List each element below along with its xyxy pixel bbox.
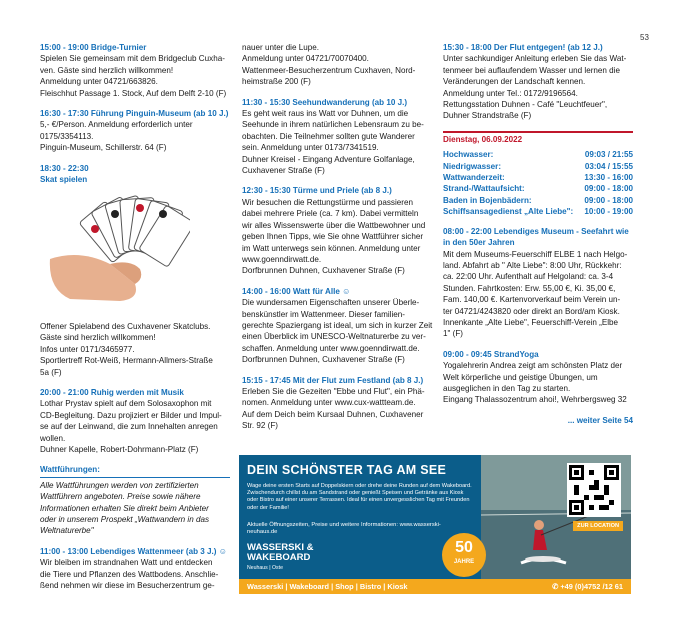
event-title: 15:00 - 19:00 Bridge-Turnier <box>40 43 147 52</box>
event-title: 20:00 - 21:00 Ruhig werden mit Musik <box>40 387 184 397</box>
event-line: Wattenmeer-Besucherzentrum Cuxhaven, Nord- <box>242 65 416 75</box>
event-line: heimstraße 200 (F) <box>242 77 311 87</box>
event-line: Str. 92 (F) <box>242 421 278 431</box>
tide-value: 09:00 - 18:00 <box>584 195 633 205</box>
table-row <box>443 183 633 194</box>
ad-phone[interactable] <box>552 582 623 591</box>
intro-line: oder in unserem Prospekt „Wattwandern in das <box>40 514 210 524</box>
phone-number: +49 (0)4752 /12 61 <box>560 582 623 591</box>
table-row <box>443 161 633 172</box>
event-line: ter 04721/4243820 oder direkt an Bord/am Kiosk. <box>443 306 620 316</box>
event-line: wollen. <box>40 433 66 443</box>
event-line: dabei mehrere Priele (ca. 7 km). Dabei vermitteln <box>242 209 419 219</box>
table-row <box>443 149 633 160</box>
event-line: 5,- €/Person. Anmeldung erforderlich unter <box>40 120 193 130</box>
event-line: Welt körperliche und geistige Übungen, um <box>443 372 598 382</box>
event-line: im Watt unterwegs sein können. Anmeldung unter <box>242 243 421 253</box>
tide-value: 10:00 - 19:00 <box>584 207 633 217</box>
event-title: 15:30 - 18:00 Der Flut entgegen! (ab 12 J.) <box>443 43 603 52</box>
event-line: Sportlertreff Rot-Weiß, Hermann-Allmers-Straße <box>40 356 213 366</box>
tide-table <box>443 149 633 217</box>
tide-value: 03:04 / 15:55 <box>584 161 633 171</box>
ad-text: Wage deine ersten Starts auf Doppelskiern oder drehe deine Runden auf dem Wakeboard. Zwischendurch chillst du am Sandstrand oder genießt Speisen und Getränke aus Kiosk oder Bistro auf einer unserer Terrassen. Ideal für einen unvergesslichen Tag mit Freunden oder der Familie! <box>247 483 472 511</box>
tide-label: Niedrigwasser: <box>443 161 502 171</box>
event-line: Duhner Strandstraße (F) <box>443 111 532 121</box>
event-skat <box>40 163 230 378</box>
event-line: tenmeer bei auflaufendem Wasser und lernen die <box>443 65 620 75</box>
tide-value: 09:00 - 18:00 <box>584 184 633 194</box>
event-line: Anmeldung unter 04721/663826. <box>40 77 158 87</box>
ad-logo <box>247 543 314 573</box>
event-line: Spielen Sie gemeinsam mit dem Bridgeclub Cuxha- <box>40 54 225 64</box>
ad-services: Wasserski | Wakeboard | Shop | Bistro | Kiosk <box>247 582 408 591</box>
event-line: Yogalehrerin Andrea zeigt am schönsten Platz der <box>443 361 623 371</box>
event-line: schaffen. Anmeldung unter www.goenndirwatt.de. <box>242 343 420 353</box>
event-line: ca. 22:00 Uhr. Aufenthalt auf Helgoland: ca. 3-4 <box>443 272 614 282</box>
event-title: 11:30 - 15:30 Seehundwanderung (ab 10 J.) <box>242 97 408 107</box>
advertisement[interactable] <box>239 455 631 594</box>
intro-line: Weltnaturerbe" <box>40 526 94 536</box>
event-yoga <box>443 349 633 406</box>
event-line: land. Abfahrt ab " Alte Liebe": 8:00 Uhr, Rückkehr: <box>443 260 622 270</box>
event-line: Innenkante „Alte Liebe", Feuerschiff-Verein „Elbe <box>443 317 619 327</box>
tide-label: Hochwasser: <box>443 150 494 160</box>
event-line: Rettungsstation Duhnen - Café "Leuchtfeuer", <box>443 100 608 110</box>
logo-line-2: WAKEBOARD <box>247 552 311 563</box>
event-line: Fleischhut Passage 1. Stock, Auf dem Delft 2-10 (F) <box>40 88 227 98</box>
ad-title: DEIN SCHÖNSTER TAG AM SEE <box>247 463 447 477</box>
event-line: 1" (F) <box>443 329 463 339</box>
table-row <box>443 172 633 183</box>
tide-value: 09:03 / 21:55 <box>584 150 633 160</box>
event-line: sein. Anmeldung unter 0173/7341519. <box>242 143 379 153</box>
event-line: wir alles Wissenswerte über die Wattbewohner und <box>242 220 426 230</box>
event-line: einen Überblick im UNESCO-Weltnaturerbe zu ver- <box>242 332 426 342</box>
event-line: ßend nehmen wir diese im Besucherzentrum ge- <box>40 581 215 590</box>
event-continuation <box>242 42 437 88</box>
event-line: Duhner Kapelle, Robert-Dohrmann-Platz (F) <box>40 444 199 454</box>
logo-sub: Neuhaus | Oste <box>247 565 283 571</box>
event-line: obachten. Die Teilnehmer sollten gute Wanderer <box>242 131 415 141</box>
section-heading: Wattführungen: <box>40 464 230 477</box>
event-line: gerechte Spaziergang ist ideal, um sich in kurzer Zeit <box>242 320 433 330</box>
event-flut-festland <box>242 375 437 432</box>
event-line: Seehunde in ihrem natürlichen Lebensraum zu be- <box>242 120 424 130</box>
event-line: Anmeldung unter Tel.: 0172/9196564. <box>443 88 578 98</box>
event-line: benskünstler im Wattenmeer. Dieser familien- <box>242 309 405 319</box>
event-line: Die wundersamen Eigenschaften unserer Überle- <box>242 298 420 308</box>
event-line: Wir besuchen die Rettungstürme und passieren <box>242 197 413 207</box>
event-line: Fam. 140,00 €. Kartenvorverkauf beim Verein un- <box>443 295 621 305</box>
event-line: nomen. Anmeldung unter www.cux-wattteam.de. <box>242 398 416 408</box>
page-number: 53 <box>640 33 649 42</box>
event-watt-fuer-alle <box>242 286 437 366</box>
event-pinguin <box>40 108 230 154</box>
event-line: Veränderungen der Landschaft kennen. <box>443 77 586 87</box>
event-line: Stunden. Fahrtkosten: Erw. 55,00 €, Ki. 35,00 €, <box>443 283 616 293</box>
badge-word: JAHRE <box>453 559 475 565</box>
event-line: Eingang Thalassozentrum ahoi!, Wehrbergsweg 32 <box>443 395 627 405</box>
continued-link[interactable]: ... weiter Seite 54 <box>567 415 633 425</box>
qr-code-icon[interactable] <box>567 463 621 517</box>
table-row <box>443 195 633 206</box>
event-title: 15:15 - 17:45 Mit der Flut zum Festland (ab 8 J.) <box>242 375 424 385</box>
event-tuerme <box>242 185 437 276</box>
logo-line-1: WASSERSKI & <box>247 542 314 553</box>
event-line: die Tiere und Pflanzen des Wattbodens. Anschlie- <box>40 569 219 579</box>
event-line: Offener Spielabend des Cuxhavener Skatclubs. <box>40 321 211 331</box>
event-title: 14:00 - 16:00 Watt für Alle ☺ <box>242 286 351 296</box>
day-header <box>443 131 633 145</box>
event-line: 0175/3354113. <box>40 131 94 141</box>
ad-footer <box>239 579 631 594</box>
event-line: Pinguin-Museum, Schillerstr. 64 (F) <box>40 143 167 153</box>
tide-label: Strand-/Wattaufsicht: <box>443 184 525 194</box>
tide-label: Schiffsansagedienst „Alte Liebe": <box>443 207 574 217</box>
section-intro <box>40 480 230 537</box>
event-line: Dorfbrunnen Duhnen, Cuxhavener Straße (F) <box>242 355 405 365</box>
intro-line: Wattführern angeboten. Preise sowie nähere <box>40 492 201 502</box>
event-line: se auf der Leinwand, die zum Innehalten anregen <box>40 422 218 432</box>
tide-label: Wattwanderzeit: <box>443 173 505 183</box>
event-musik <box>40 387 230 455</box>
intro-line: Alle Wattführungen werden von zertifizierten <box>40 480 199 490</box>
event-line: Wir bleiben im strandnahen Watt und entdecken <box>40 558 213 568</box>
event-line: 5a (F) <box>40 367 62 377</box>
event-line: Gäste sind herzlich willkommen! <box>40 333 156 343</box>
event-title: 08:00 - 22:00 Lebendiges Museum - Seefahrt wie in den 50er Jahren <box>443 226 629 248</box>
event-title: 18:30 - 22:30 Skat spielen <box>40 163 89 185</box>
column-3 <box>443 42 633 426</box>
event-title: 11:00 - 13:00 Lebendiges Wattenmeer (ab 3 J.) ☺ <box>40 546 227 556</box>
event-line: ven. Gäste sind herzlich willkommen! <box>40 65 174 75</box>
event-line: Infos unter 0171/3465977. <box>40 344 135 354</box>
event-line: Anmeldung unter 04721/70070400. <box>242 54 369 64</box>
event-seehund <box>242 97 437 177</box>
event-line: ausgeglichen in den Tag zu starten. <box>443 383 571 393</box>
event-line: CD-Begleitung. Dazu projiziert er Bilder und Impul- <box>40 410 222 420</box>
event-line: Erleben Sie die Gezeiten "Ebbe und Flut", ein Phä- <box>242 386 425 396</box>
event-line: Cuxhavener Straße (F) <box>242 166 325 176</box>
event-line: Unter sachkundiger Anleitung erleben Sie das Wat- <box>443 54 627 64</box>
event-bridge <box>40 42 230 99</box>
event-line: Duhner Kreisel - Eingang Adventure Golfanlage, <box>242 154 415 164</box>
event-title: 16:30 - 17:30 Führung Pinguin-Museum (ab 10 J.) <box>40 109 229 119</box>
badge-number: 50 <box>455 539 473 556</box>
event-line: Mit dem Museums-Feuerschiff ELBE 1 nach Helgo- <box>443 249 628 259</box>
event-title: 09:00 - 09:45 StrandYoga <box>443 349 539 359</box>
event-line: geben Ihnen Tipps, wie Sie ohne Wattführer sicher <box>242 232 424 242</box>
event-line: Es geht weit raus ins Watt vor Duhnen, um die <box>242 109 409 119</box>
column-2 <box>242 42 437 441</box>
event-line: Dorfbrunnen Duhnen, Cuxhavener Straße (F) <box>242 266 405 276</box>
tide-value: 13:30 - 16:00 <box>584 173 633 183</box>
tide-label: Baden in Bojenbädern: <box>443 195 532 205</box>
table-row <box>443 206 633 217</box>
intro-line: Informationen erhalten Sie direkt beim Anbieter <box>40 503 209 513</box>
anniversary-badge <box>442 533 486 577</box>
event-wattenmeer <box>40 546 230 592</box>
playing-cards-photo <box>40 189 190 309</box>
phone-icon: ✆ <box>552 582 561 591</box>
event-line: nauer unter die Lupe. <box>242 43 319 52</box>
column-1 <box>40 42 230 600</box>
ad-hours[interactable]: Aktuelle Öffnungszeiten, Preise und weitere Informationen: www.wasserski-neuhaus.de <box>247 522 441 536</box>
event-museum <box>443 226 633 340</box>
event-title: 12:30 - 15:30 Türme und Priele (ab 8 J.) <box>242 186 392 196</box>
location-button[interactable]: ZUR LOCATION <box>573 521 623 531</box>
event-line: www.goenndirwatt.de. <box>242 254 322 264</box>
event-line: Lothar Prystav spielt auf dem Solosaxophon mit <box>40 399 212 409</box>
event-line: Auf dem Deich beim Kursaal Duhnen, Cuxhavener <box>242 409 424 419</box>
event-flut-entgegen <box>443 42 633 122</box>
day-label: Dienstag, 06.09.2022 <box>443 134 523 144</box>
